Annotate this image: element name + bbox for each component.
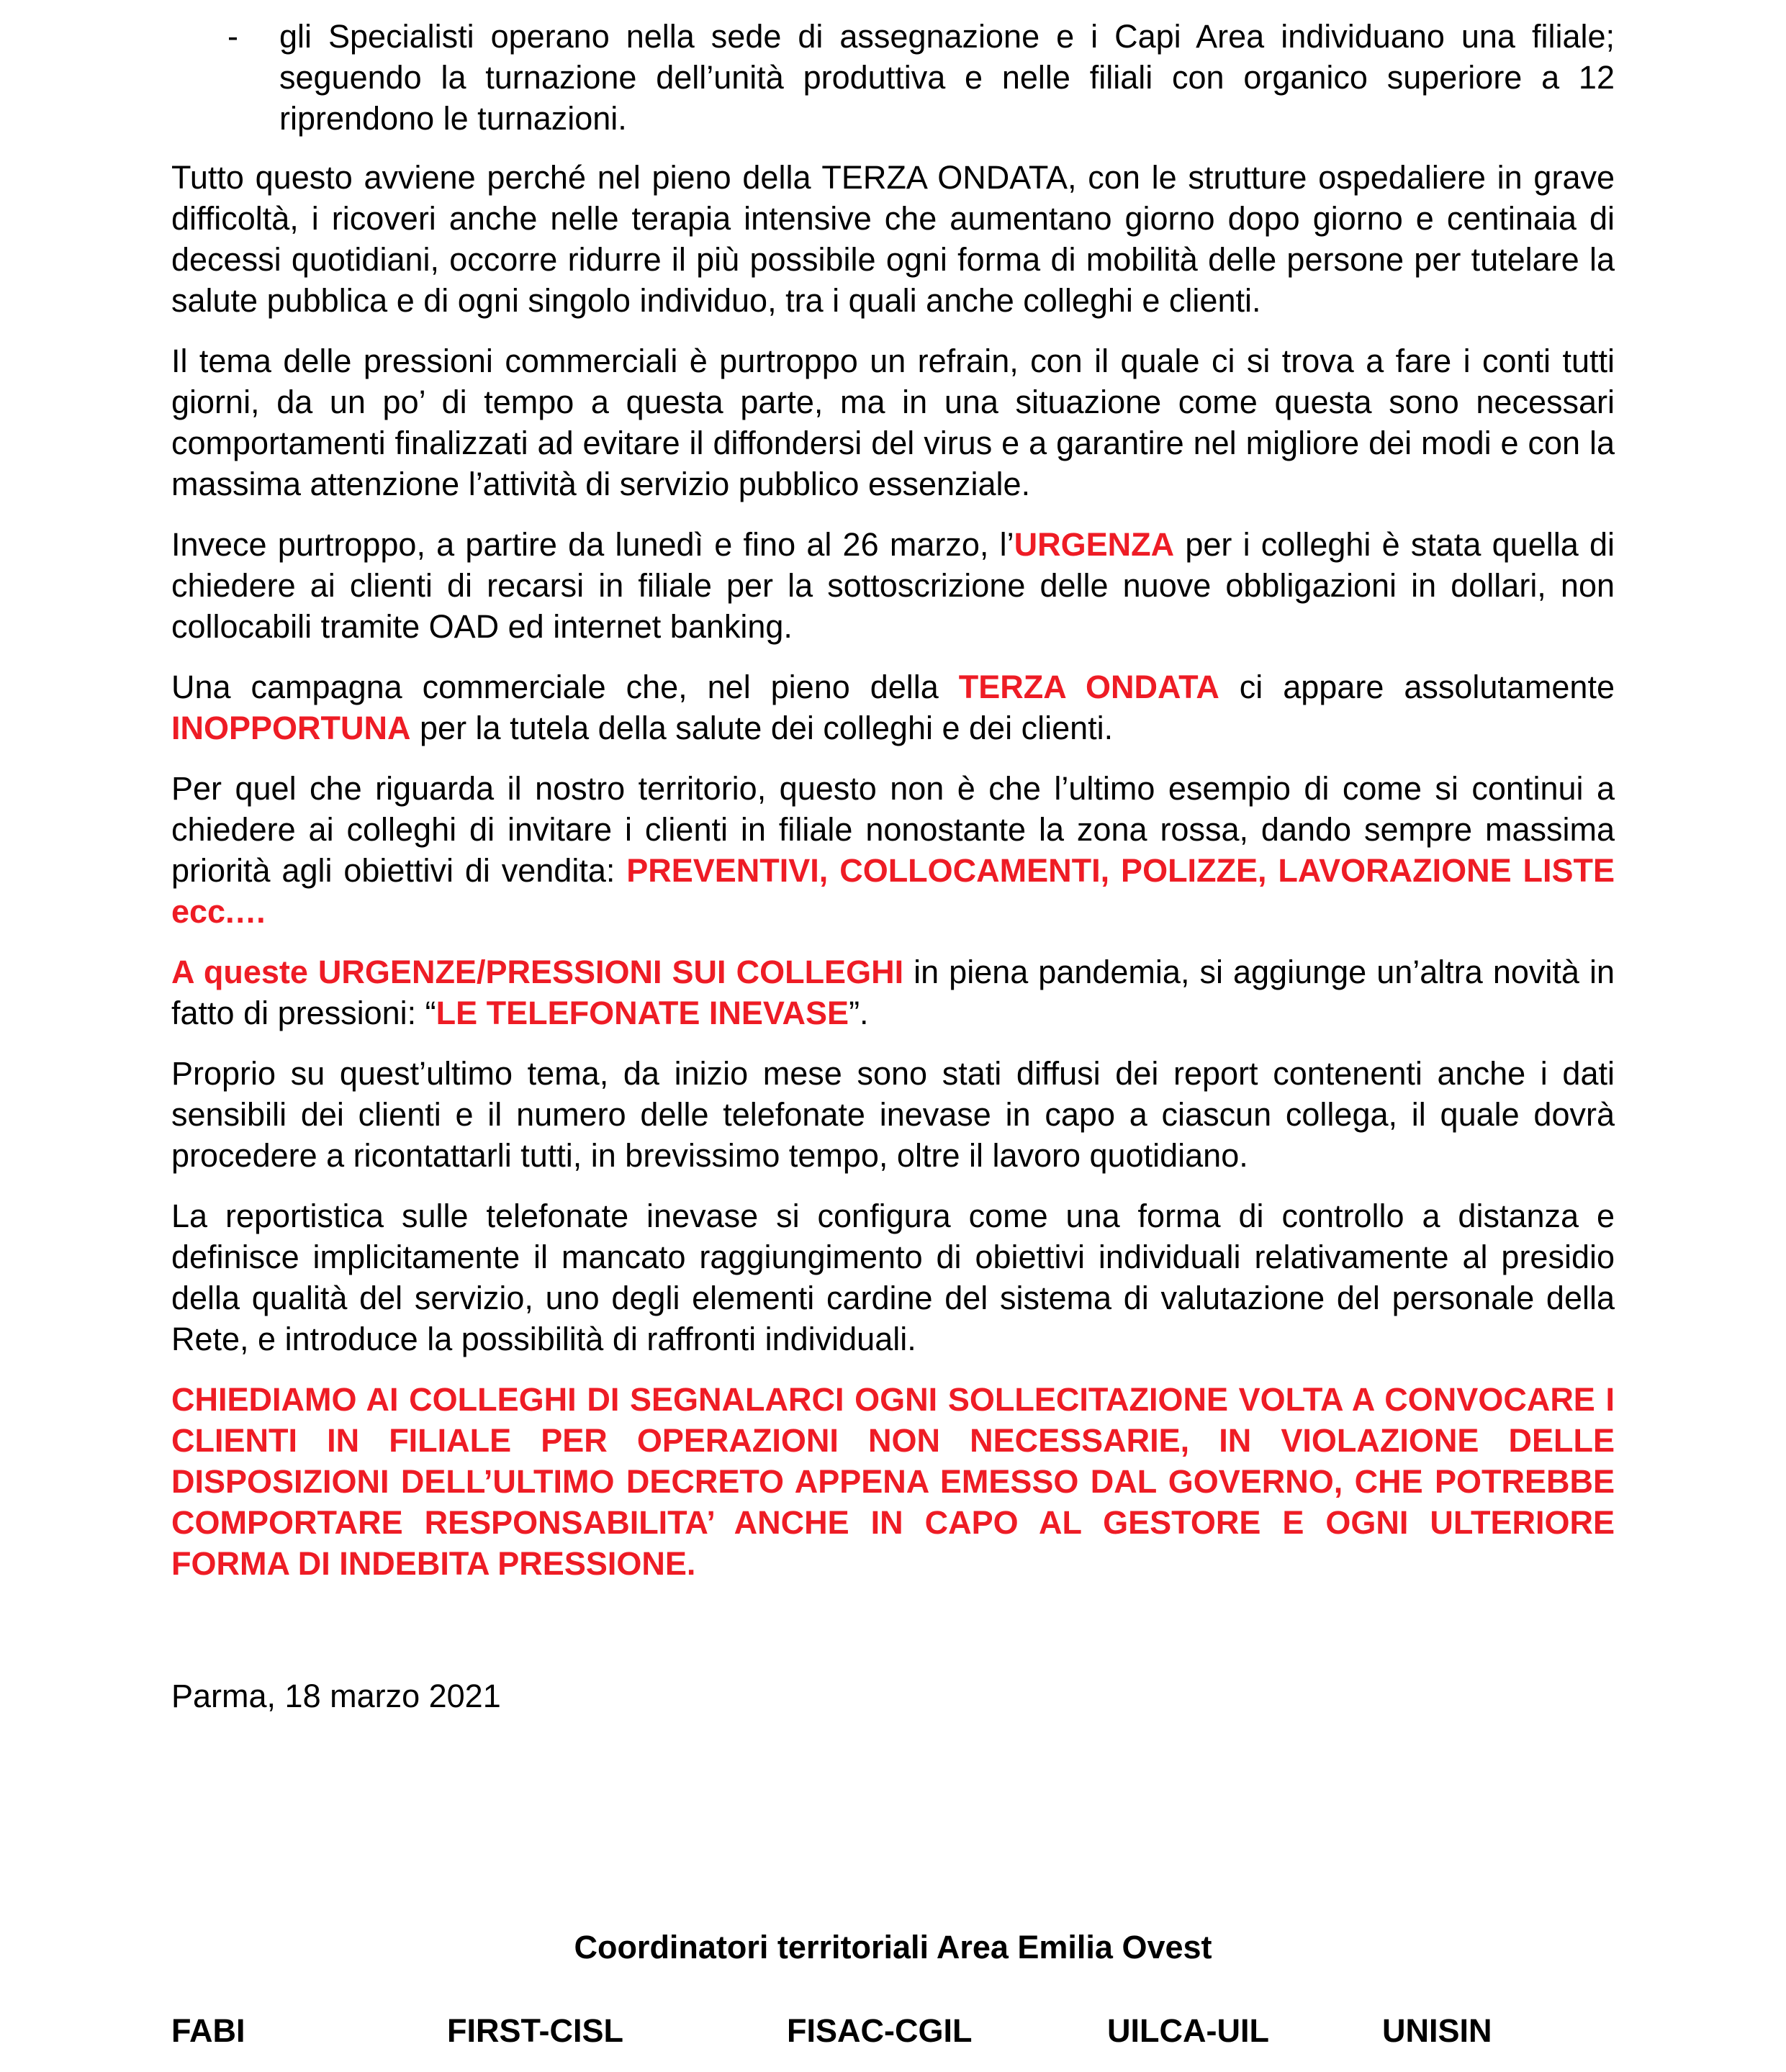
document-date: Parma, 18 marzo 2021 — [171, 1678, 501, 1714]
signature-title: Coordinatori territoriali Area Emilia Ovest — [574, 1929, 1212, 1965]
highlight-obiettivi: PREVENTIVI, COLLOCAMENTI, POLIZZE, LAVORAZIONE LISTE ecc.… — [171, 852, 1615, 930]
union-list — [171, 2010, 1615, 2053]
paragraph-reportistica: La reportistica sulle telefonate inevase si configura come una forma di controllo a distanza e definisce implicitamente il mancato raggiungimento di obiettivi individuali relativamente al presidio della qualità del servizio, uno degli elementi cardine del sistema di valutazione del personale della Rete, e introduce la possibilità di raffronti individuali. — [171, 1198, 1615, 1357]
paragraph-terza-ondata: Tutto questo avviene perché nel pieno della TERZA ONDATA, con le strutture ospedaliere in grave difficoltà, i ricoveri anche nelle terapia intensive che aumentano giorno dopo giorno e centinaia di decessi quotidiani, occorre ridurre il più possibile ogni forma di mobilità delle persone per tutelare la salute pubblica e di ogni singolo individuo, tra i quali anche colleghi e clienti. — [171, 159, 1615, 319]
union-first-cisl: FIRST-CISL — [447, 2012, 623, 2049]
highlight-terza-ondata: TERZA ONDATA — [958, 669, 1219, 705]
bullet-text: gli Specialisti operano nella sede di assegnazione e i Capi Area individuano una filiale; seguendo la turnazione dell’unità produttiva e nelle filiali con organico superiore a 12 riprendono le turnazioni. — [279, 18, 1615, 137]
union-uilca-uil: UILCA-UIL — [1107, 2012, 1269, 2049]
paragraph-campagna: Una campagna commerciale che, nel pieno della TERZA ONDATA ci appare assolutamente INOPPORTUNA per la tutela della salute dei colleghi e dei clienti. — [171, 669, 1615, 746]
paragraph-urgenza: Invece purtroppo, a partire da lunedì e fino al 26 marzo, l’URGENZA per i colleghi è stata quella di chiedere ai clienti di recarsi in filiale per la sottoscrizione delle nuove obbligazioni in dollari, non collocabili tramite OAD ed internet banking. — [171, 526, 1615, 645]
highlight-telefonate-inevase: LE TELEFONATE INEVASE — [436, 995, 849, 1031]
call-to-action: CHIEDIAMO AI COLLEGHI DI SEGNALARCI OGNI SOLLECITAZIONE VOLTA A CONVOCARE I CLIENTI IN FILIALE PER OPERAZIONI NON NECESSARIE, IN VIOLAZIONE DELLE DISPOSIZIONI DELL’ULTIMO DECRETO APPENA EMESSO DAL GOVERNO, CHE POTREBBE COMPORTARE RESPONSABILITA’ ANCHE IN CAPO AL GESTORE E OGNI ULTERIORE FORMA DI INDEBITA PRESSIONE. — [171, 1381, 1615, 1582]
bullet-dash: - — [227, 18, 238, 55]
bullet-item — [171, 16, 1615, 139]
document-body — [171, 0, 1615, 1603]
paragraph-territorio: Per quel che riguarda il nostro territorio, questo non è che l’ultimo esempio di come si continui a chiedere ai colleghi di invitare i clienti in filiale nonostante la zona rossa, dando sempre massima priorità agli obiettivi di vendita: PREVENTIVI, COLLOCAMENTI, POLIZZE, LAVORAZIONE LISTE ecc.… — [171, 770, 1615, 930]
union-unisin: UNISIN — [1382, 2012, 1492, 2049]
highlight-inopportuna: INOPPORTUNA — [171, 710, 411, 746]
highlight-urgenza: URGENZA — [1014, 526, 1175, 563]
paragraph-report: Proprio su quest’ultimo tema, da inizio mese sono stati diffusi dei report contenenti anche i dati sensibili dei clienti e il numero delle telefonate inevase in capo a ciascun collega, il quale dovrà procedere a ricontattarli tutti, in brevissimo tempo, oltre il lavoro quotidiano. — [171, 1055, 1615, 1174]
paragraph-pressioni-commerciali: Il tema delle pressioni commerciali è purtroppo un refrain, con il quale ci si trova a fare i conti tutti giorni, da un po’ di tempo a questa parte, ma in una situazione come questa sono necessari comportamenti finalizzati ad evitare il diffondersi del virus e a garantire nel migliore dei modi e con la massima attenzione l’attività di servizio pubblico essenziale. — [171, 343, 1615, 502]
paragraph-telefonate: A queste URGENZE/PRESSIONI SUI COLLEGHI in piena pandemia, si aggiunge un’altra novità in fatto di pressioni: “LE TELEFONATE INEVASE”. — [171, 954, 1615, 1031]
highlight-urgenze-pressioni: A queste URGENZE/PRESSIONI SUI COLLEGHI — [171, 954, 904, 990]
union-fisac-cgil: FISAC-CGIL — [787, 2012, 973, 2049]
union-fabi: FABI — [171, 2012, 245, 2049]
